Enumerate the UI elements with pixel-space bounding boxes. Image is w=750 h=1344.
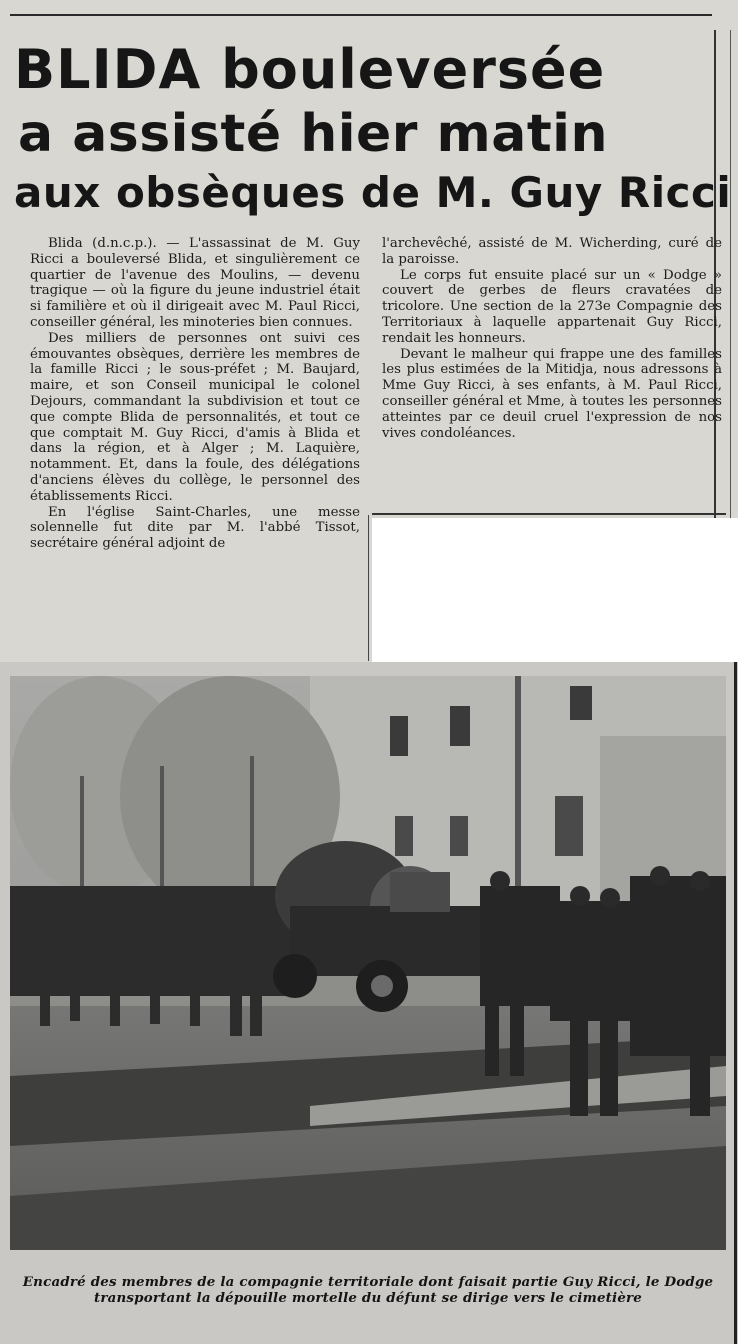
article-paragraph: Des milliers de personnes ont suivi ces émouvantes obsèques, derrière les membres de la famille Ricci ; le sous-préfet ; M. Baujard, maire, et son Conseil municipal le colonel Dejours, commandant la subdivision et tout ce que compte Blida de personnalités, et tout ce que comptait M. Guy Ricci, d'amis à Blida et dans la région, et à Alger ; M. Laquière, notamment. Et, dans la foule, des délégations d'anciens élèves du collège, le personnel des établissements Ricci. bbox=[30, 330, 360, 504]
photo-illustration bbox=[10, 676, 726, 1250]
article-paragraph: En l'église Saint-Charles, une messe solennelle fut dite par M. l'abbé Tissot, secrétaire général adjoint de bbox=[30, 504, 360, 552]
funeral-procession-photo bbox=[10, 676, 726, 1250]
column-separator bbox=[368, 515, 369, 661]
top-rule bbox=[10, 14, 712, 16]
article-paragraph: Blida (d.n.c.p.). — L'assassinat de M. Guy Ricci a bouleversé Blida, et singulièrement ce quartier de l'avenue des Moulins, — devenu tragique — où la figure du jeune industriel était si familière et où il dirigeait avec M. Paul Ricci, conseiller général, les minoteries bien connues. bbox=[30, 236, 360, 330]
photo-caption: Encadré des membres de la compagnie territoriale dont faisait partie Guy Ricci, le Dodge transportant la dépouille mortelle du défunt se dirige vers le cimetière bbox=[22, 1274, 714, 1306]
article-column-left bbox=[30, 236, 360, 552]
article-end-rule bbox=[372, 513, 726, 515]
blank-area bbox=[372, 518, 750, 664]
article-paragraph: Devant le malheur qui frappe une des familles les plus estimées de la Mitidja, nous adressons à Mme Guy Ricci, à ses enfants, à M. Paul Ricci, conseiller général et Mme, à toutes les personnes atteintes par ce deuil cruel l'expression de nos vives condoléances. bbox=[382, 346, 722, 441]
right-edge-rule bbox=[730, 30, 731, 535]
headline-line-1: BLIDA bouleversée bbox=[14, 38, 606, 101]
article-paragraph: Le corps fut ensuite placé sur un « Dodge » couvert de gerbes de fleurs cravatées de tricolore. Une section de la 273e Compagnie des Territoriaux à laquelle appartenait Guy Ricci, rendait les honneurs. bbox=[382, 267, 722, 346]
headline-line-2: a assisté hier matin bbox=[18, 104, 609, 164]
article-paragraph: l'archevêché, assisté de M. Wicherding, curé de la paroisse. bbox=[382, 236, 722, 267]
photo-right-rule bbox=[734, 662, 737, 1344]
headline-line-3: aux obsèques de M. Guy Ricci bbox=[14, 168, 732, 217]
article-column-right bbox=[382, 236, 722, 441]
